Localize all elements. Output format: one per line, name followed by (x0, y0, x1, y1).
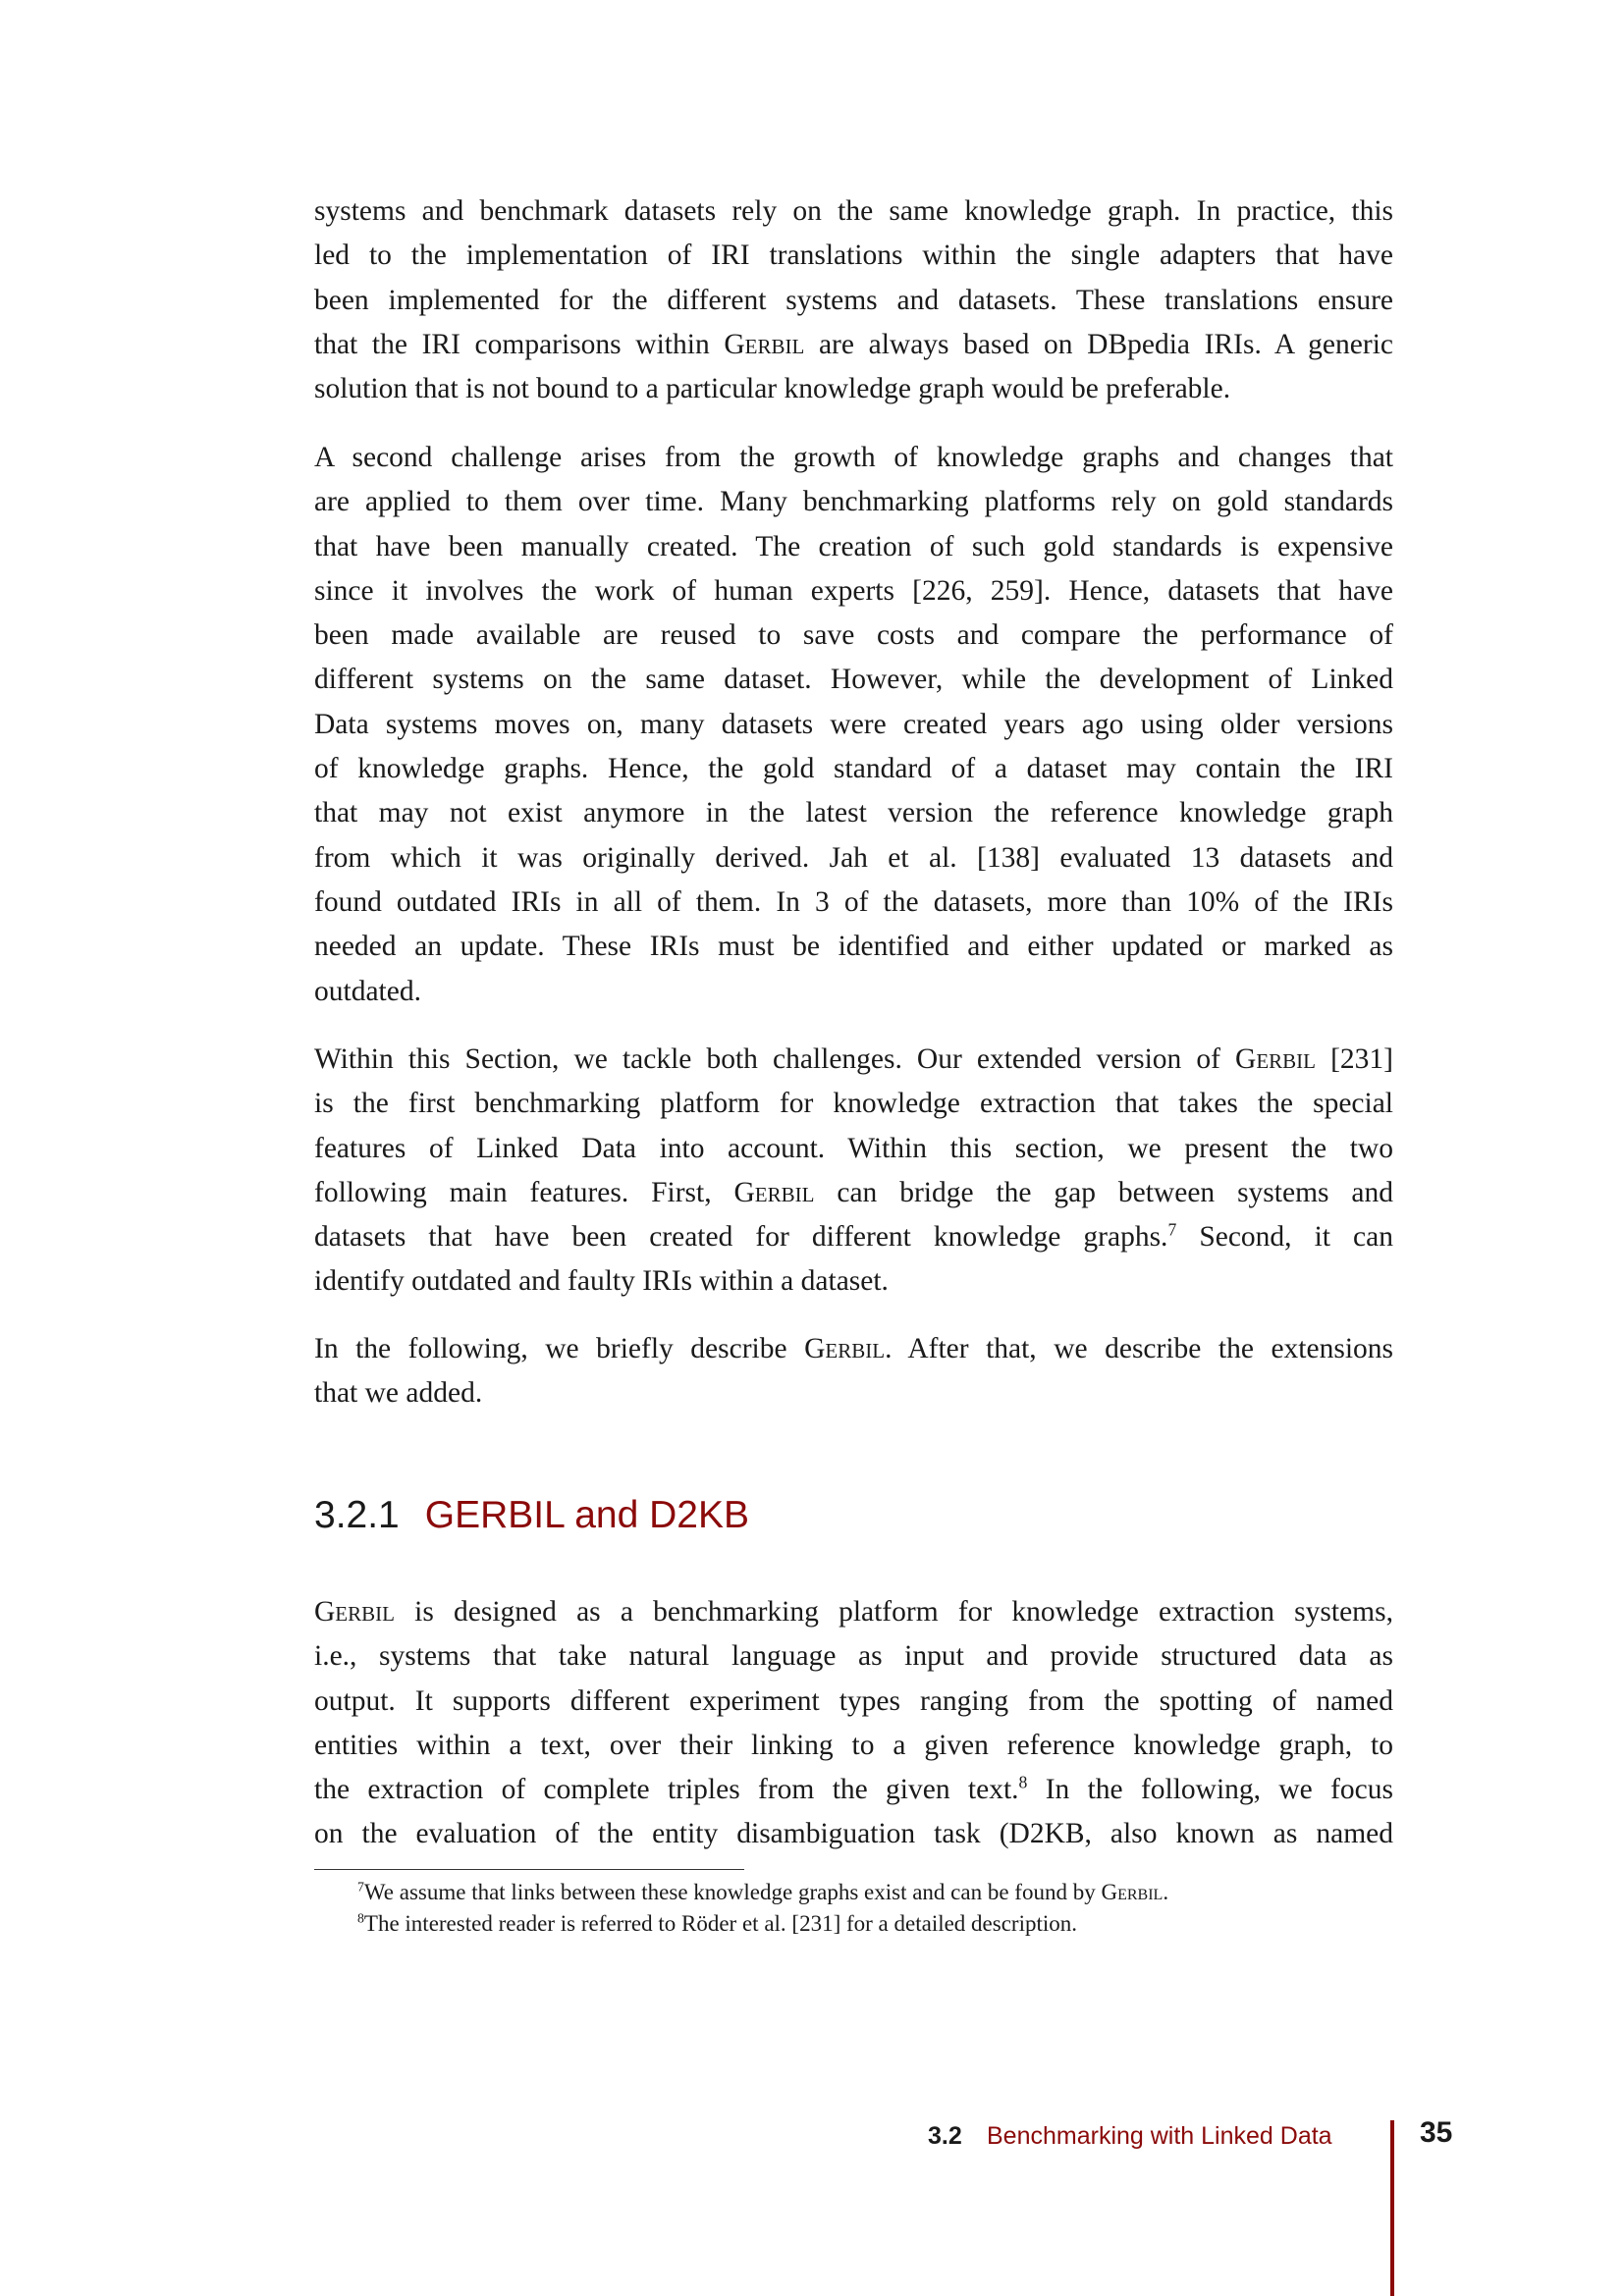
text-line (314, 189, 1393, 234)
text-run: that have been manually created. The creation of such gold standards is expensive (314, 530, 1393, 562)
small-caps-name: Gerbil (733, 1176, 815, 1208)
paragraph-2 (314, 436, 1393, 1014)
text-line (314, 1724, 1393, 1768)
text-line (314, 1215, 1393, 1259)
text-run: outdated. (314, 975, 421, 1007)
text-line (314, 970, 1393, 1014)
text-run: needed an update. These IRIs must be identified and either updated or marked as (314, 931, 1393, 963)
footnote (357, 1877, 1168, 1908)
text-run: systems and benchmark datasets rely on the same knowledge graph. In practice, this (314, 195, 1393, 227)
text-run: is designed as a benchmarking platform for knowledge extraction systems, (394, 1596, 1393, 1628)
text-line (314, 480, 1393, 524)
small-caps-name: Gerbil (1235, 1043, 1316, 1075)
text-line (314, 658, 1393, 702)
text-run: is the first benchmarking platform for knowledge extraction that takes the special (314, 1088, 1393, 1120)
footnote-marker: 7 (1167, 1219, 1177, 1240)
text-run: features of Linked Data into account. Within this section, we present the two (314, 1132, 1393, 1164)
paragraph-3 (314, 1038, 1393, 1305)
text-line (314, 881, 1393, 925)
text-line (314, 703, 1393, 747)
small-caps-name: Gerbil (1101, 1880, 1164, 1904)
text-line (314, 1038, 1393, 1082)
text-run: Second, it can (1176, 1221, 1393, 1254)
text-run: that we added. (314, 1377, 483, 1410)
section-heading (314, 1494, 749, 1537)
text-run: found outdated IRIs in all of them. In 3 of the datasets, more than 10% of the IRIs (314, 885, 1393, 918)
text-line (314, 1259, 1393, 1304)
text-line (314, 323, 1393, 367)
text-run: that the IRI comparisons within (314, 328, 725, 360)
text-line (314, 525, 1393, 569)
text-run: We assume that links between these knowledge graphs exist and can be found by (363, 1880, 1102, 1904)
text-line (314, 1812, 1393, 1856)
text-run: Data systems moves on, many datasets were created years ago using older versions (314, 708, 1393, 740)
text-line (314, 1082, 1393, 1126)
text-line (314, 925, 1393, 969)
text-line (314, 569, 1393, 614)
text-line (314, 747, 1393, 791)
text-run: identify outdated and faulty IRIs within a dataset. (314, 1265, 889, 1298)
text-line (314, 836, 1393, 881)
text-run: datasets that have been created for different knowledge graphs. (314, 1221, 1168, 1254)
text-run: led to the implementation of IRI translations within the single adapters that have (314, 240, 1393, 272)
text-line (314, 1371, 1393, 1415)
footnote-marker: 8 (1018, 1772, 1028, 1792)
text-line (314, 279, 1393, 323)
text-run: In the following, we focus (1027, 1774, 1393, 1806)
text-line (314, 367, 1393, 411)
footnote-marker: 8 (357, 1910, 364, 1926)
text-line (314, 1680, 1393, 1724)
text-run: The interested reader is referred to Röder et al. [231] for a detailed description. (363, 1911, 1078, 1936)
small-caps-name: Gerbil (314, 1596, 395, 1628)
text-line (314, 1590, 1393, 1634)
text-line (314, 1634, 1393, 1679)
footnotes (357, 1877, 1168, 1940)
text-run: that may not exist anymore in the latest version the reference knowledge graph (314, 797, 1393, 829)
text-run: of knowledge graphs. Hence, the gold standard of a dataset may contain the IRI (314, 753, 1393, 785)
section-heading-title: GERBIL and D2KB (424, 1494, 749, 1536)
text-run: . (1163, 1880, 1169, 1904)
small-caps-name: Gerbil (724, 328, 805, 360)
text-line (314, 614, 1393, 658)
text-run: different systems on the same dataset. However, while the development of Linked (314, 664, 1393, 696)
text-line (314, 1171, 1393, 1215)
text-run: are applied to them over time. Many benchmarking platforms rely on gold standards (314, 486, 1393, 518)
text-run: A second challenge arises from the growth of knowledge graphs and changes that (314, 442, 1393, 473)
text-run: been made available are reused to save costs and compare the performance of (314, 619, 1393, 652)
text-line (314, 436, 1393, 480)
text-run: on the evaluation of the entity disambiguation task (D2KB, also known as named (314, 1818, 1393, 1850)
page-number: 35 (1420, 2116, 1453, 2149)
text-run: [231] (1316, 1043, 1393, 1075)
footnote (357, 1908, 1168, 1940)
text-run: i.e., systems that take natural language as input and provide structured data as (314, 1640, 1393, 1673)
paragraph-5 (314, 1590, 1393, 1857)
text-run: since it involves the work of human experts [226, 259]. Hence, datasets that have (314, 574, 1393, 607)
section-heading-number: 3.2.1 (314, 1494, 400, 1536)
footnote-marker: 7 (357, 1879, 364, 1895)
margin-bar (1390, 2120, 1394, 2296)
text-run: entities within a text, over their linking to a given reference knowledge graph, to (314, 1729, 1393, 1761)
footer-section-number: 3.2 (928, 2122, 962, 2150)
text-run: following main features. First, (314, 1176, 734, 1208)
text-run: In the following, we briefly describe (314, 1333, 805, 1364)
text-run: output. It supports different experiment types ranging from the spotting of named (314, 1684, 1393, 1717)
text-line (314, 1127, 1393, 1171)
text-line (314, 1768, 1393, 1812)
text-line (314, 1327, 1393, 1371)
text-run: been implemented for the different systems and datasets. These translations ensure (314, 284, 1393, 316)
text-run: the extraction of complete triples from the given text. (314, 1774, 1019, 1806)
paragraph-4 (314, 1327, 1393, 1416)
text-line (314, 791, 1393, 835)
text-run: are always based on DBpedia IRIs. A generic (804, 328, 1393, 360)
footnote-divider (314, 1869, 744, 1870)
small-caps-name: Gerbil (804, 1333, 886, 1364)
text-run: . After that, we describe the extensions (885, 1333, 1393, 1364)
paragraph-1 (314, 189, 1393, 411)
text-run: from which it was originally derived. Jah et al. [138] evaluated 13 datasets and (314, 841, 1393, 874)
text-run: can bridge the gap between systems and (814, 1176, 1393, 1208)
text-run: Within this Section, we tackle both challenges. Our extended version of (314, 1043, 1236, 1075)
text-line (314, 234, 1393, 278)
footer-section-title: Benchmarking with Linked Data (987, 2122, 1332, 2150)
text-run: solution that is not bound to a particular knowledge graph would be preferable. (314, 373, 1231, 405)
